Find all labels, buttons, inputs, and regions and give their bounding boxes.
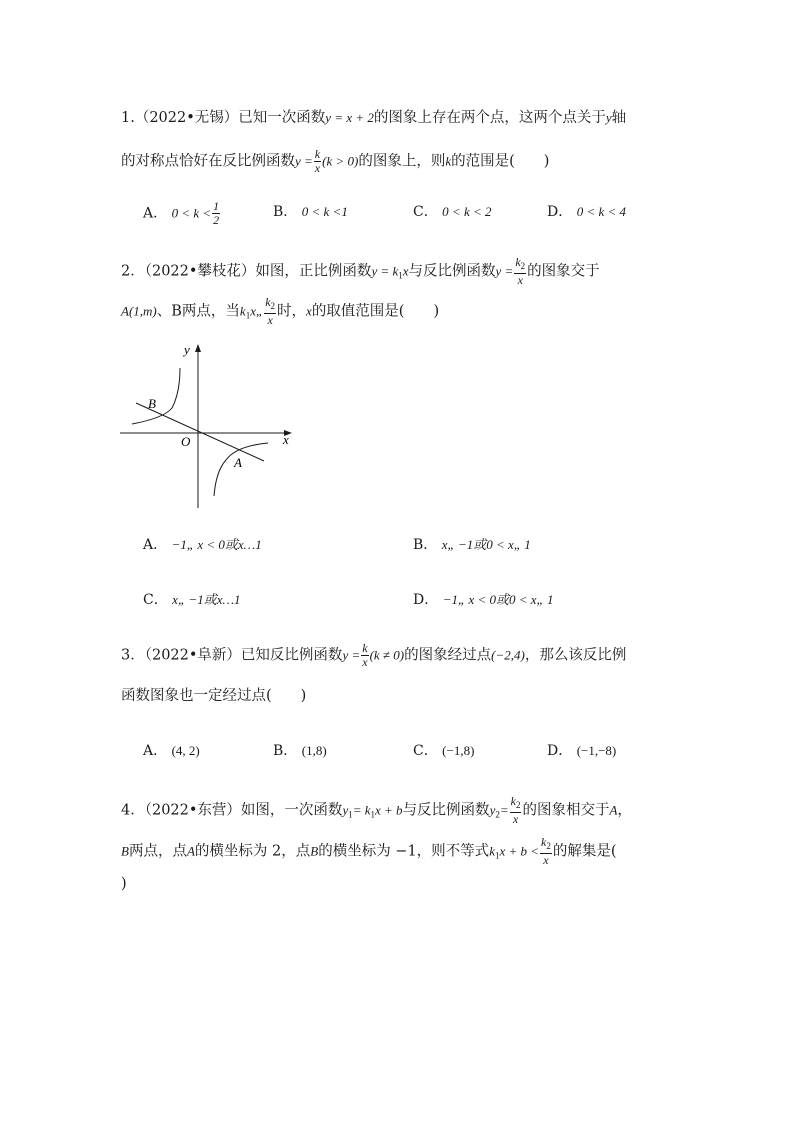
q1-option-d-text: 0 < k < 4 [576, 204, 627, 219]
q4-ineq-fden: x [543, 853, 549, 867]
q4-line2-a: 两点，点 [128, 843, 187, 860]
q4-eq2: = [499, 802, 509, 818]
q2-frac-k: k [515, 255, 521, 269]
q2-figure [118, 338, 302, 512]
q4-ineq-fnum [540, 836, 552, 854]
q4-y2-sub: 2 [495, 809, 500, 820]
q1-stem-b: 的图象上存在两个点，这两个点关于 [373, 110, 606, 126]
q4-y1: y [342, 802, 349, 818]
q1-frac-num: k [314, 147, 321, 161]
q2-option-d[interactable] [413, 590, 554, 610]
q2-frac-den: x [517, 273, 523, 287]
q3-point: (−2,4) [491, 647, 525, 663]
q1-line1 [121, 108, 626, 128]
q3-option-b[interactable] [273, 741, 327, 761]
q2-y-eq1: y = k [371, 263, 399, 279]
q1-option-b-label: B． [273, 204, 298, 220]
hyperbola-branch-upper-left [132, 368, 180, 424]
q2-x-var: x [306, 303, 312, 319]
q1-option-a-num: 1 [213, 199, 220, 213]
q4-ineq-fraction [540, 836, 552, 867]
q4-stem-b: 与反比例函数 [402, 802, 490, 819]
q2-stem-c: 的图象交于 [527, 263, 600, 280]
q2-x1: x [402, 263, 409, 279]
q2-frac-num [514, 256, 526, 274]
q2-stem-a: 2．（2022•攀枝花）如图，正比例函数 [121, 263, 372, 280]
q2-cond-k: k [239, 303, 246, 319]
q1-option-b-text: 0 < k <1 [301, 204, 348, 219]
q2-stem-b: 与反比例函数 [408, 263, 496, 280]
q2-option-d-text: −1„ x < 0或0 < x„ 1 [442, 592, 554, 607]
q2-sub1: 1 [398, 270, 403, 281]
q2-option-a[interactable] [143, 535, 262, 555]
fig-label-y: y [184, 342, 190, 357]
q3-fraction [361, 642, 368, 669]
q3-stem-a: 3．（2022•阜新）已知反比例函数 [121, 647, 343, 664]
proportional-line [136, 403, 264, 461]
q4-stem-c: 的图象相交于 [522, 802, 610, 819]
q4-line2-d: 的解集是( [552, 843, 617, 860]
q4-line3-text: ) [121, 876, 127, 892]
q2-option-a-text: −1„ x < 0或x…1 [171, 537, 262, 552]
q4-a: A [609, 802, 618, 818]
q2-frac-sub: 2 [520, 261, 526, 271]
q3-option-c-text: (−1,8) [442, 743, 475, 758]
q4-y1-sub: 1 [348, 809, 353, 820]
q2-point-a: A(1,m) [121, 303, 157, 319]
q1-fraction [314, 148, 321, 175]
fig-label-b: B [148, 396, 156, 411]
q2-option-c-text: x„ −1或x…1 [172, 592, 241, 607]
q2-cond-fden: x [267, 313, 273, 327]
q4-ineq-fk: k [541, 835, 547, 849]
q1-stem-a: 1.（2022•无锡）已知一次函数 [121, 110, 326, 126]
q4-ineq-sub: 1 [494, 850, 500, 861]
q2-line2-b: 、B两点，当 [156, 303, 240, 320]
q4-k1-sub: 1 [370, 809, 376, 820]
q3-option-a[interactable] [143, 741, 200, 761]
q4-line1 [121, 795, 632, 826]
q1-line2-a: 的对称点恰好在反比例函数 [121, 153, 295, 170]
q1-line2-b: 的图象上，则 [358, 153, 446, 170]
q4-line2 [121, 836, 617, 867]
q2-option-b-text: x„ −1或0 < x„ 1 [441, 537, 531, 552]
q2-option-a-label: A． [143, 537, 168, 553]
y-axis-arrow [195, 344, 201, 352]
q2-option-b-label: B． [413, 537, 438, 553]
q1-option-a[interactable] [143, 200, 221, 227]
q2-cond-x: x [250, 303, 256, 319]
q4-frac-den: x [512, 812, 519, 826]
q1-axis-y: y [605, 110, 612, 125]
fig-label-a: A [234, 455, 242, 470]
q2-cond-op: „ [255, 303, 264, 319]
q4-line2-b: 的横坐标为 2，点 [194, 843, 311, 860]
q4-line2-b2-point: B [310, 843, 319, 859]
q3-option-c-label: C． [413, 743, 438, 759]
q4-stem-a: 4．（2022•东营）如图，一次函数 [121, 802, 343, 819]
q2-cond-sub: 1 [245, 310, 251, 321]
q3-option-a-text: (4, 2) [171, 743, 200, 758]
q4-ineq-fsub: 2 [546, 841, 551, 851]
q3-line2 [121, 686, 306, 706]
q4-eq1-rest: x + b [375, 802, 403, 818]
q3-y-eq: y = [342, 647, 361, 663]
q4-comma: ， [617, 802, 632, 819]
q1-option-a-text: 0 < k < [171, 205, 212, 221]
q2-fraction [514, 256, 526, 287]
q2-option-d-label: D． [413, 592, 439, 608]
q2-line2 [121, 296, 439, 327]
q1-line2 [121, 148, 549, 175]
q4-ineq-rest: x + b < [499, 843, 540, 859]
q1-option-b[interactable] [273, 202, 348, 222]
q1-cond: (k > 0) [322, 153, 359, 169]
q4-frac-num [510, 795, 522, 813]
q1-option-c[interactable] [413, 202, 492, 222]
q2-line1 [121, 256, 600, 287]
q3-stem-b: 的图象经过点 [404, 647, 492, 664]
q4-y2: y [489, 802, 496, 818]
q3-cond: (k ≠ 0) [369, 647, 405, 663]
q2-cond-fsub: 2 [270, 301, 276, 311]
q1-option-c-text: 0 < k < 2 [442, 204, 492, 219]
q4-eq1: = k [352, 802, 371, 818]
fig-label-x: x [283, 432, 289, 447]
q1-option-a-fraction [212, 200, 220, 227]
q1-k: k [445, 153, 452, 169]
q1-line2-c: 的范围是( ) [451, 153, 550, 170]
q1-option-a-label: A． [143, 205, 168, 222]
q3-option-b-label: B． [273, 743, 298, 759]
q4-line2-c: 的横坐标为 −1，则不等式 [318, 843, 490, 860]
q3-line1 [121, 642, 626, 669]
q1-option-a-den: 2 [213, 213, 220, 227]
fig-label-origin: O [181, 434, 191, 449]
q3-frac-den: x [362, 655, 368, 669]
q3-option-a-label: A． [143, 743, 168, 759]
q4-line3 [121, 874, 127, 894]
q1-stem-c: 轴 [611, 110, 627, 126]
q4-fraction [510, 795, 522, 826]
q1-option-c-label: C． [413, 204, 438, 220]
q3-frac-num: k [362, 641, 368, 655]
q1-expr: y = x + 2 [325, 110, 374, 125]
q2-line2-c: 时， [277, 303, 307, 320]
q1-frac-den: x [314, 161, 321, 175]
q3-option-c[interactable] [413, 741, 474, 761]
q4-frac-k: k [510, 794, 516, 808]
q2-cond-fraction [264, 296, 276, 327]
q2-option-c[interactable] [143, 590, 241, 610]
q3-line2-text: 函数图象也一定经过点( ) [121, 688, 307, 704]
q4-line2-a-point: A [186, 843, 195, 859]
q4-line2-b-point: B [121, 843, 129, 859]
q2-option-c-label: C． [143, 592, 168, 608]
q2-y-eq2: y = [495, 263, 514, 279]
q3-option-b-text: (1,8) [301, 743, 327, 758]
q2-option-b[interactable] [413, 535, 531, 555]
q4-ineq-k: k [489, 843, 495, 859]
q3-option-d-text: (−1,−8) [576, 743, 617, 758]
q2-cond-fnum [264, 296, 276, 314]
q1-y-eq: y = [295, 153, 313, 169]
q3-stem-c: ，那么该反比例 [524, 647, 627, 664]
q4-frac-sub: 2 [515, 800, 521, 810]
q3-option-d[interactable] [547, 741, 616, 761]
q1-option-d-label: D． [547, 204, 573, 220]
q3-option-d-label: D． [547, 743, 573, 759]
q2-line2-d: 的取值范围是( ) [311, 303, 440, 320]
q1-option-d[interactable] [547, 202, 626, 222]
q2-cond-fk: k [265, 295, 271, 309]
